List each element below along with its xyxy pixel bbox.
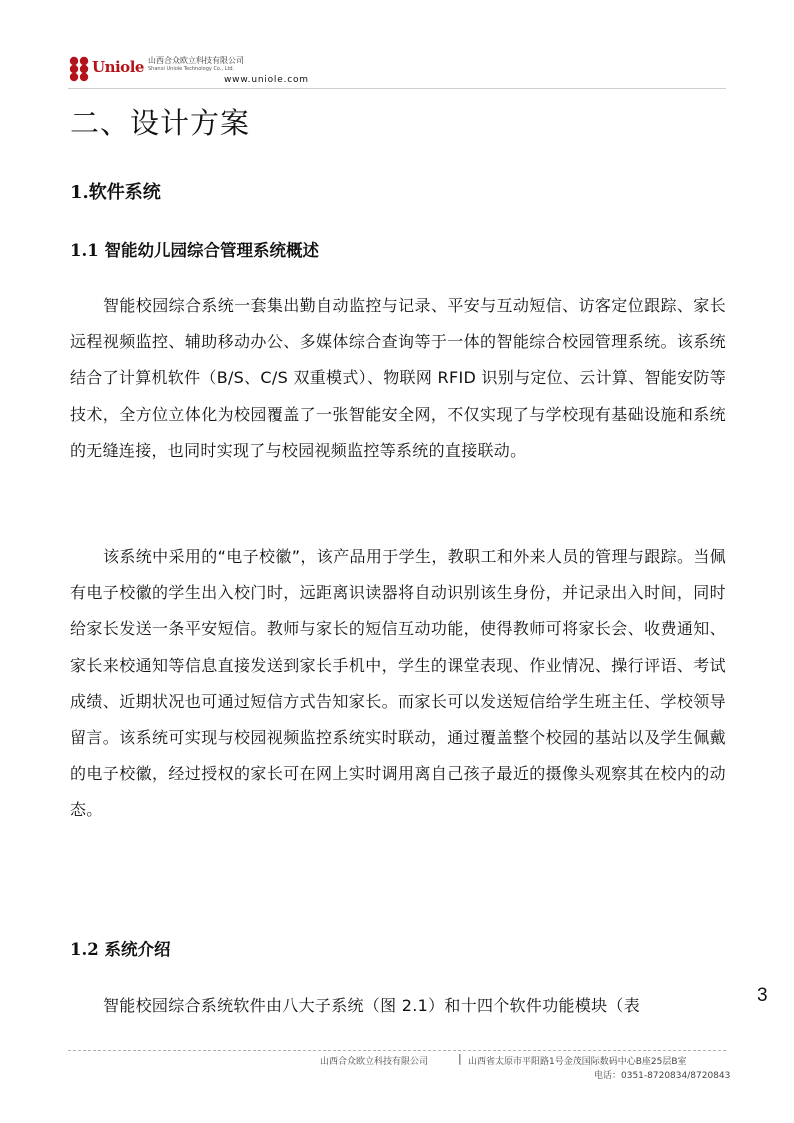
company-website: www.uniole.com (224, 75, 309, 85)
subsection-heading-overview: 1.1 智能幼儿园综合管理系统概述 (70, 241, 319, 260)
footer-divider (68, 1050, 726, 1051)
header-divider (68, 88, 726, 89)
logo-wordmark: Uniole (92, 58, 144, 76)
page-header (68, 52, 408, 92)
chapter-heading: 二、设计方案 (70, 106, 251, 140)
paragraph-system-intro: 智能校园综合系统软件由八大子系统（图 2.1）和十四个软件功能模块（表 (103, 996, 641, 1015)
paragraph-overview: 智能校园综合系统一套集出勤自动监控与记录、平安与互动短信、访客定位跟踪、家长远程视频监控、辅助移动办公、多媒体综合查询等于一体的智能综合校园管理系统。该系统结合了计算机软件（B/S、C/S 双重模式）、物联网 RFID 识别与定位、云计算、智能安防等技术，全方位立体化为校园覆盖了一张智能安全网，不仅实现了与学校现有基础设施和系统的无缝连接，也同时实现了与校园视频监控等系统的直接联动。 (70, 296, 726, 460)
footer-company: 山西合众欧立科技有限公司 (320, 1057, 429, 1067)
page-number: 3 (757, 985, 768, 1006)
company-name-en: Shanxi Uniole Technology Co., Ltd. (148, 66, 235, 72)
subsection-heading-introduction: 1.2 系统介绍 (70, 940, 171, 959)
footer-phone: 电话：0351-8720834/8720843 (594, 1071, 731, 1081)
section-heading: 1.软件系统 (70, 182, 161, 203)
company-name-cn: 山西合众欧立科技有限公司 (148, 56, 244, 65)
paragraph-electronic-badge: 该系统中采用的“电子校徽”，该产品用于学生，教职工和外来人员的管理与跟踪。当佩有电子校徽的学生出入校门时，远距离识读器将自动识别该生身份，并记录出入时间，同时给家长发送一条平安短信。教师与家长的短信互动功能，使得教师可将家长会、收费通知、家长来校通知等信息直接发送到家长手机中，学生的课堂表现、作业情况、操行评语、考试成绩、近期状况也可通过短信方式告知家长。而家长可以发送短信给学生班主任、学校领导留言。该系统可实现与校园视频监控系统实时联动，通过覆盖整个校园的基站以及学生佩戴的电子校徽，经过授权的家长可在网上实时调用离自己孩子最近的摄像头观察其在校内的动态。 (70, 547, 726, 820)
company-logo-icon (68, 56, 90, 82)
footer-separator: | (458, 1052, 462, 1065)
footer-address: 山西省太原市平阳路1号金茂国际数码中心B座25层B室 (468, 1057, 687, 1067)
